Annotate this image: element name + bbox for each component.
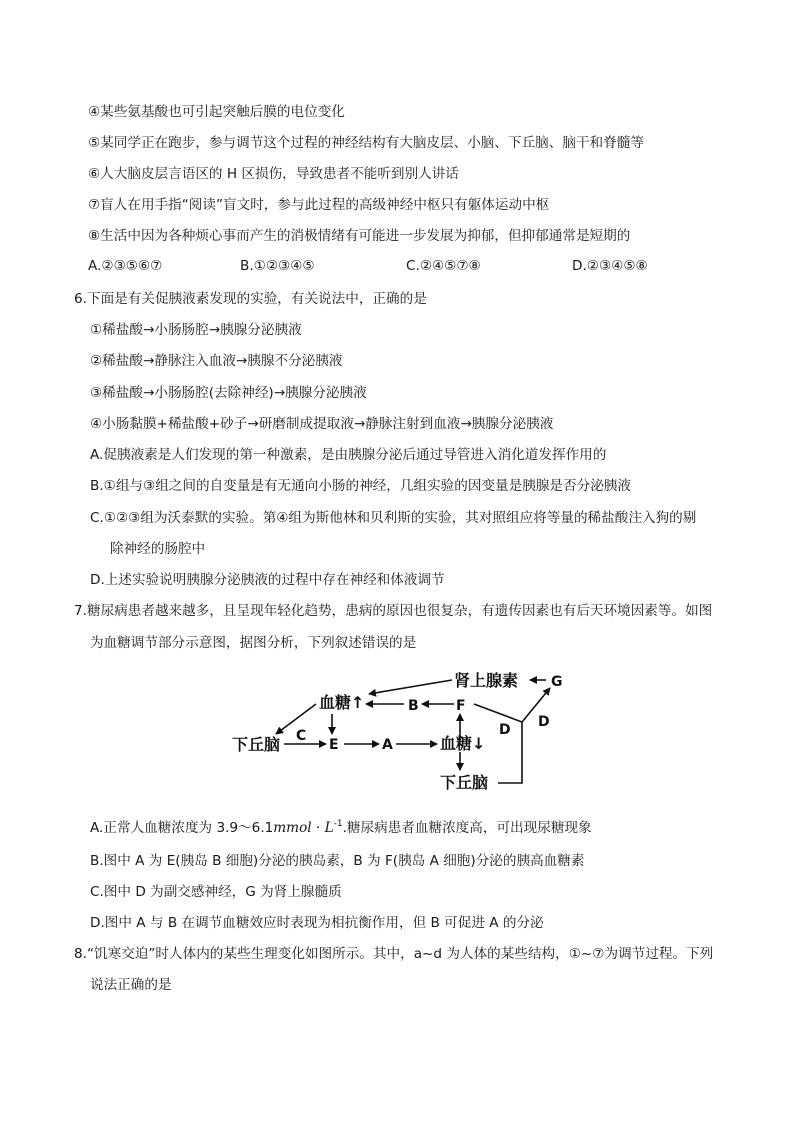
adrenaline-label: 肾上腺素 (454, 671, 519, 690)
q7-option-a-pre: A.正常人血糖浓度为 3.9～6.1 (90, 820, 274, 836)
b-label: B (408, 698, 419, 714)
q6-option-d: D.上述实验说明胰腺分泌胰液的过程中存在神经和体液调节 (90, 572, 445, 588)
q7-option-a-sup: -1 (333, 819, 343, 829)
blood-sugar-down-label: 血糖↓ (440, 734, 486, 753)
q8-stem-line1: 8.“饥寒交迫”时人体内的某些生理变化如图所示。其中，a~d 为人体的某些结构，①~⑦为调节过程。下列 (74, 946, 714, 962)
f-label: F (456, 698, 466, 714)
q6-stem: 6.下面是有关促胰液素发现的实验，有关说法中，正确的是 (74, 291, 427, 307)
q5-item-6: ⑥人大脑皮层言语区的 H 区损伤，导致患者不能听到别人讲话 (88, 166, 459, 182)
q5-item-4: ④某些氨基酸也可引起突触后膜的电位变化 (88, 104, 345, 120)
q5-option-d: D.②③④⑤⑧ (572, 258, 648, 274)
q7-option-a-post: .糖尿病患者血糖浓度高，可出现尿糖现象 (342, 820, 592, 836)
d-label-right: D (538, 714, 550, 730)
q7-option-b: B.图中 A 为 E(胰岛 B 细胞)分泌的胰岛素，B 为 F(胰岛 A 细胞)分泌的胰高血糖素 (90, 853, 585, 869)
e-label: E (329, 737, 339, 753)
q7-stem-line1: 7.糖尿病患者越来越多，且呈现年轻化趋势，患病的原因也很复杂，有遗传因素也有后天环境因素等。如图 (74, 603, 713, 619)
q6-item-2: ②稀盐酸→静脉注入血液→胰腺不分泌胰液 (90, 353, 343, 369)
hypothalamus-bottom-label: 下丘脑 (440, 773, 489, 792)
q6-option-a: A.促胰液素是人们发现的第一种激素，是由胰腺分泌后通过导管进入消化道发挥作用的 (90, 447, 607, 463)
q7-option-c: C.图中 D 为副交感神经，G 为肾上腺髓质 (90, 884, 342, 900)
a-label: A (382, 737, 393, 753)
arrow-adrenaline-to-blood-sugar (369, 680, 452, 694)
q7-option-a-unit: mmol · L (273, 820, 334, 836)
q7-option-d: D.图中 A 与 B 在调节血糖效应时表现为相抗衡作用，但 B 可促进 A 的分泌 (90, 915, 544, 931)
q5-options (88, 258, 708, 276)
q5-item-8: ⑧生活中因为各种烦心事而产生的消极情绪有可能进一步发展为抑郁，但抑郁通常是短期的 (88, 228, 631, 244)
q8-stem-line2: 说法正确的是 (90, 977, 172, 993)
d-label-left: D (499, 722, 511, 738)
blood-sugar-up-label: 血糖↑ (319, 693, 365, 712)
q5-option-b: B.①②③④⑤ (240, 258, 315, 274)
q6-item-4: ④小肠黏膜+稀盐酸+砂子→研磨制成提取液→静脉注射到血液→胰腺分泌胰液 (90, 416, 554, 432)
q6-item-3: ③稀盐酸→小肠肠腔(去除神经)→胰腺分泌胰液 (90, 385, 367, 401)
q6-option-c-cont: 除神经的肠腔中 (110, 541, 206, 557)
q7-stem-line2: 为血糖调节部分示意图，据图分析，下列叙述错误的是 (90, 635, 417, 651)
q5-option-c: C.②④⑤⑦⑧ (406, 258, 481, 274)
q7-option-a (90, 815, 592, 837)
q6-item-1: ①稀盐酸→小肠肠腔→胰腺分泌胰液 (90, 322, 302, 338)
c-label: C (296, 728, 307, 744)
q5-option-a: A.②③⑤⑥⑦ (88, 258, 163, 274)
hypothalamus-left-label: 下丘脑 (232, 735, 281, 754)
blood-sugar-regulation-diagram (226, 664, 586, 794)
q5-item-5: ⑤某同学正在跑步，参与调节这个过程的神经结构有大脑皮层、小脑、下丘脑、脑干和脊髓等 (88, 135, 644, 151)
g-label: G (551, 674, 563, 690)
q6-option-c: C.①②③组为沃泰默的实验。第④组为斯他林和贝利斯的实验，其对照组应将等量的稀盐酸注入狗的剔 (90, 510, 697, 526)
q6-option-b: B.①组与③组之间的自变量是有无通向小肠的神经，几组实验的因变量是胰腺是否分泌胰液 (90, 478, 631, 494)
q5-item-7: ⑦盲人在用手指“阅读”盲文时，参与此过程的高级神经中枢只有躯体运动中枢 (88, 197, 550, 213)
